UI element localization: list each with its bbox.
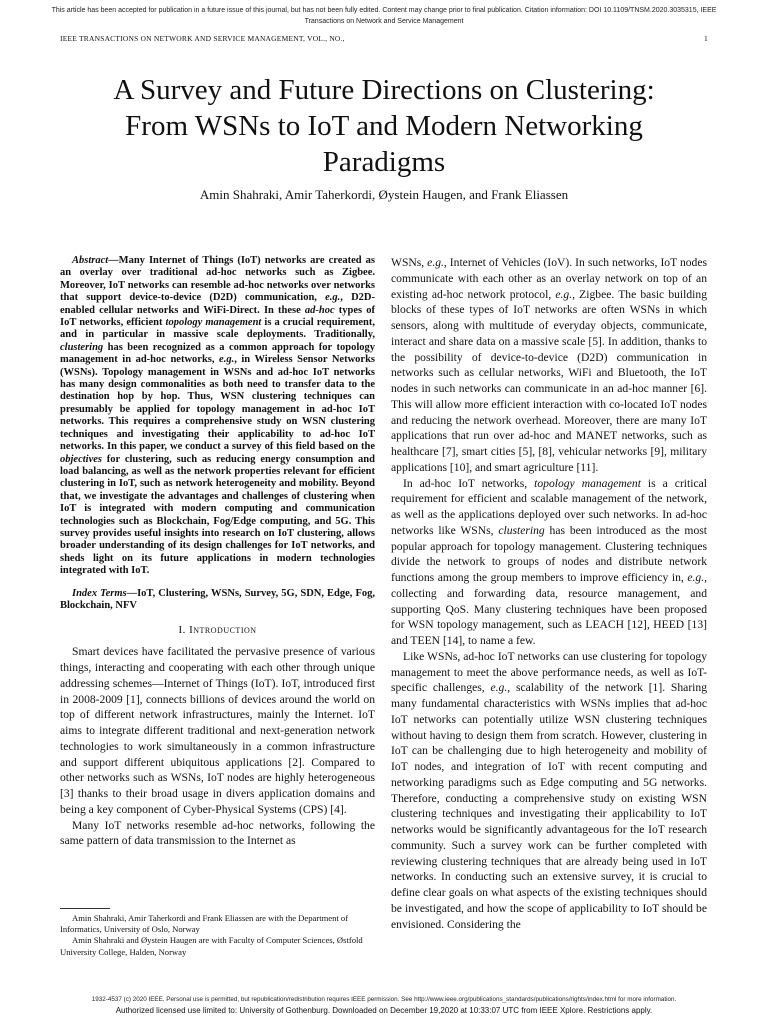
index-terms-dash: — [126, 587, 138, 599]
r1-text-c: , Zigbee. The basic building blocks of these types of IoT networks are often WSNs in which sensors, along with multitude of everyday objects, communicate, interact and share data on a massive scale [5]. In addition, thanks to the possibility of device-to-device (D2D) communication in networks such as cellular networks, WiFi and Bluetooth, the IoT nodes in such networks can communicate in an ad-hoc manner [6]. This will allow more efficient interaction with co-located IoT nodes and reducing the network overhead. Moreover, there are many IoT applications that run over ad-hoc and MANET networks, such as healthcare [7], smart cities [5], [8], vehicular networks [9], military applications [10], and smart agriculture [11]. [391, 287, 707, 474]
footnote-affiliation-1: Amin Shahraki, Amir Taherkordi and Frank Eliassen are with the Department of Informatics, University of Oslo, Norway [60, 913, 349, 935]
right-paragraph-2 [391, 476, 707, 649]
license-notice: Authorized licensed use limited to: University of Gothenburg. Downloaded on December 19,2020 at 10:33:07 UTC from IEEE Xplore. Restrictions apply. [115, 1006, 653, 1015]
r2-text-c: has been introduced as the most popular approach for topology management. Clustering techniques divide the network to groups of nodes and distribute network functions among the group members to improve efficiency in, [391, 523, 707, 584]
r3-text-b: , scalability of the network [1]. Sharing many fundamental characteristics with WSNs implies that ad-hoc IoT networks can potentially utilize WSN clustering techniques without having to design them from scratch. However, clustering in IoT can be challenging due to high heterogeneity and mobility of IoT nodes, and integration of IoT with recent computing and networking paradigms such as Edge computing and 5G networks. Therefore, conducting a comprehensive study on existing WSN clustering techniques and investigating their applicability to IoT networks would be significantly advantageous for the IoT research community. Such a survey work can be further completed with reviewing clustering techniques that are already being used in IoT networks. In conducting such an extensive survey, it is crucial to define clear goals on what aspects of the existing techniques should be investigated, and how the scope of applicability to IoT should be envisioned. Considering the [391, 681, 707, 931]
intro-paragraph-1: Smart devices have facilitated the pervasive presence of various things, interacting and cooperating with each other through unique addressing schemes—Internet of Things (IoT). IoT, introduced first in 2008-2009 [1], connects billions of devices around the world on top of different network infrastructures, mainly the Internet. IoT aims to integrate different traditional and next-generation network technologies to work simultaneously in a common infrastructure and support different ubiquitous applications [2]. Compared to other networks such as WSNs, IoT nodes are highly heterogeneous [3] thanks to their broad usage in divers application domains and being a key component of Cyber-Physical Systems (CPS) [4]. [60, 645, 375, 816]
abstract-adhoc: ad-hoc [304, 304, 335, 316]
r2-clustering: clustering [498, 523, 545, 537]
abstract-text-4: is a crucial requirement, and in particular in massive scale deployments. Traditionally, [60, 317, 375, 341]
left-column [60, 255, 375, 849]
r1-text-b: , Internet of Vehicles (IoV). In such networks, IoT nodes communicate with each other as an overlay network on top of an existing ad-hoc network protocol, [391, 256, 708, 301]
title-line-3: Paradigms [322, 146, 446, 178]
abstract-text-1: Many Internet of Things (IoT) networks are created as an overlay over traditional ad-hoc networks such as Zigbee. Moreover, IoT networks can resemble ad-hoc networks over networks that support device-to-device (D2D) communication, [60, 255, 375, 304]
right-column [391, 255, 707, 932]
r1-text-a: WSNs, [391, 256, 428, 269]
abstract-topology: topology management [165, 317, 262, 329]
abstract-clustering: clustering [60, 341, 104, 353]
abstract-text-7: for clustering, such as reducing energy consumption and load balancing, as well as the network properties relevant for efficient clustering in IoT, such as network heterogeneity and mobility. Beyond that, we investigate the advantages and challenges of clustering when IoT is integrated with modern computing and communication technologies such as Blockchain, Fog/Edge computing, and 5G. This survey provides useful insights into research on IoT clustering, allows broader understanding of its design challenges for IoT networks, and sheds light on its future applications in modern technologies integrated with IoT. [60, 453, 375, 577]
r2-text-a: In ad-hoc IoT networks, [403, 476, 535, 490]
index-terms [60, 588, 375, 613]
footnote-affiliation-2: Amin Shahraki and Øystein Haugen are with Faculty of Computer Sciences, Østfold University College, Halden, Norway [60, 935, 363, 957]
journal-name: IEEE TRANSACTIONS ON NETWORK AND SERVICE MANAGEMENT, VOL., NO., [60, 34, 345, 43]
abstract-text-5: has been recognized as a common approach for topology management in ad-hoc networks, [60, 341, 375, 366]
footnote-divider [60, 908, 110, 909]
acceptance-notice [0, 5, 768, 27]
section-heading-introduction: I. Introduction [178, 624, 257, 637]
right-paragraph-1 [391, 255, 707, 476]
abstract-dash: — [108, 255, 119, 266]
page-number: 1 [704, 34, 708, 43]
abstract-eg-2: e.g. [219, 354, 235, 366]
abstract-eg-1: e.g. [325, 292, 341, 304]
r2-eg: e.g. [687, 571, 705, 584]
r1-eg-1: e.g. [427, 256, 444, 269]
intro-paragraph-2: Many IoT networks resemble ad-hoc networks, following the same pattern of data transmission to the Internet as [60, 818, 375, 848]
right-paragraph-3 [391, 649, 707, 933]
index-terms-label: Index Terms [72, 587, 127, 599]
abstract-objectives: objectives [60, 453, 102, 465]
abstract-label: Abstract [72, 255, 109, 266]
r1-eg-2: e.g. [555, 287, 573, 301]
abstract-text-2: , D2D-enabled cellular networks and WiFi-Direct. In these [60, 292, 375, 316]
index-terms-text: IoT, Clustering, WSNs, Survey, 5G, SDN, Edge, Fog, Blockchain, NFV [60, 587, 375, 611]
r2-text-b: is a critical requirement for efficient and scalable management of the network, as well as the applications deployed over such networks. In ad-hoc networks like WSNs, [391, 476, 707, 537]
r3-text-a: Like WSNs, ad-hoc IoT networks can use clustering for topology management to meet the above performance needs, as well as IoT-specific challenges, [391, 649, 707, 695]
title-line-1: A Survey and Future Directions on Clustering: [113, 74, 655, 106]
acceptance-notice-line2: Transactions on Network and Service Management [304, 18, 464, 25]
abstract-text-3: types of IoT networks, efficient [60, 304, 375, 329]
abstract-text-6: , in Wireless Sensor Networks (WSNs). Topology management in WSNs and ad-hoc IoT networks has many design commonalities as both need to transfer data to the destination hop by hop. Thus, WSN clustering techniques can presumably be applied for topology management in ad-hoc IoT networks. This requires a comprehensive study on WSN clustering techniques and investigating their applicability to ad-hoc IoT networks. In this paper, we conduct a survey of this field based on the [60, 354, 375, 453]
title-line-2: From WSNs to IoT and Modern Networking [125, 110, 643, 142]
running-head [60, 34, 708, 46]
author-footnotes [60, 906, 375, 958]
r2-text-d: , collecting and forwarding data, resource management, and supporting QoS. Many clustering techniques have been proposed for WSN topology management, such as LEACH [12], HEED [13] and TEEN [14], to name a few. [391, 571, 707, 647]
author-list: Amin Shahraki, Amir Taherkordi, Øystein Haugen, and Frank Eliassen [199, 187, 569, 202]
copyright-notice: 1932-4537 (c) 2020 IEEE. Personal use is permitted, but republication/redistribution requires IEEE permission. See http://www.ieee.org/publications_standards/publications/rights/index.html for more information. [91, 996, 677, 1003]
acceptance-notice-line1: This article has been accepted for publication in a future issue of this journal, but has not been fully edited. Content may change prior to final publication. Citation information: DOI 10.1109/TNSM.2020.3035315, IEEE [51, 7, 717, 14]
r2-topology: topology management [534, 476, 641, 490]
paper-title [60, 72, 708, 180]
abstract [60, 255, 375, 578]
r3-eg: e.g. [490, 681, 508, 695]
